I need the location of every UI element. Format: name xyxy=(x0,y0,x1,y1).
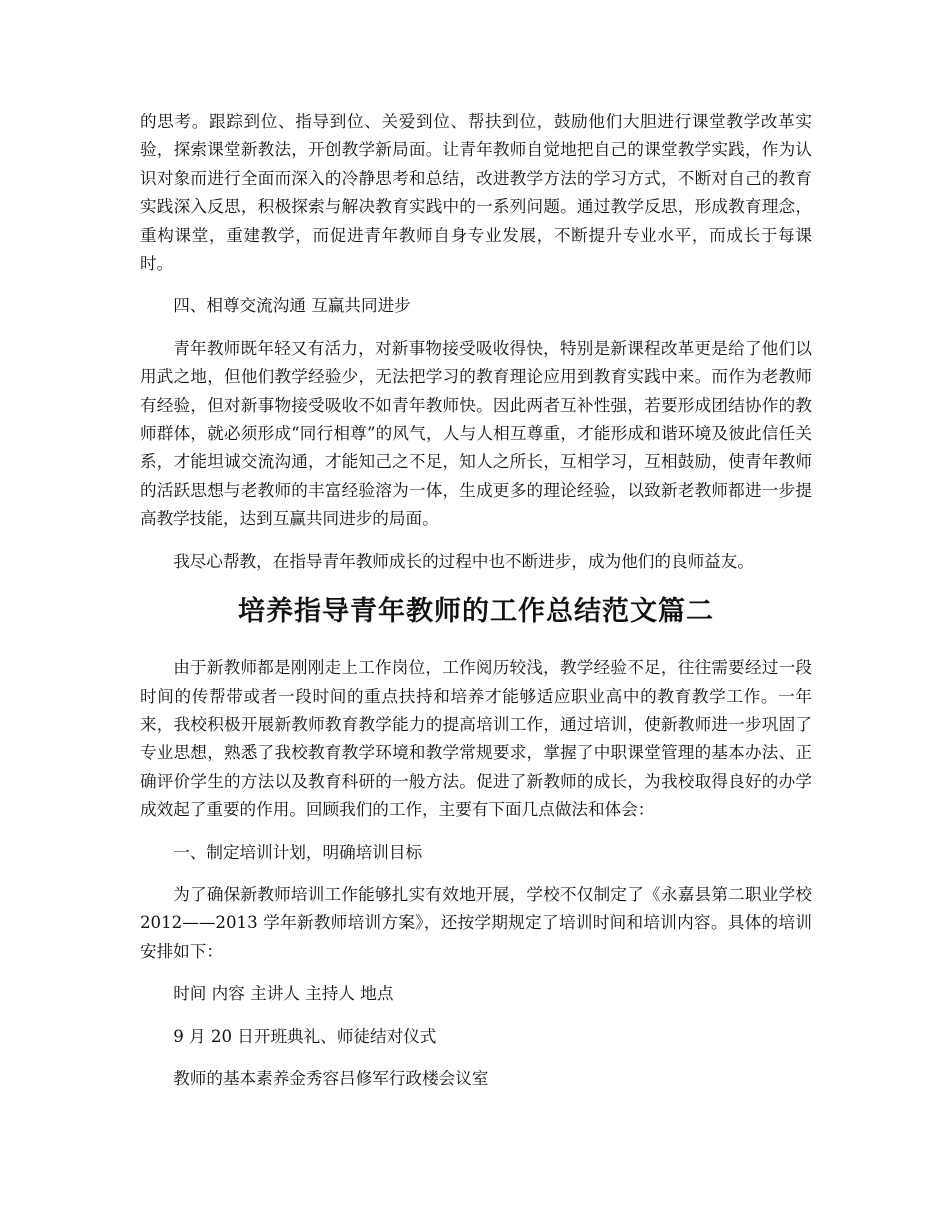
document-page xyxy=(140,108,812,1093)
schedule-line-opening: 9 月 20 日开班典礼、师徒结对仪式 xyxy=(173,1026,437,1046)
paragraph-intro: 由于新教师都是刚刚走上工作岗位，工作阅历较浅，教学经验不足，往往需要经过一段时间的传帮带或者一段时间的重点扶持和培养才能够适应职业高中的教育教学工作。一年来，我校积极开展新教师教育教学能力的提高培训工作，通过培训，使新教师进一步巩固了专业思想，熟悉了我校教育教学环境和教学常规要求，掌握了中职课堂管理的基本办法、正确评价学生的方法以及教育科研的一般方法。促进了新教师的成长，为我校取得良好的办学成效起了重要的作用。回顾我们的工作，主要有下面几点做法和体会： xyxy=(140,658,812,820)
section-heading-four: 四、相尊交流沟通 互赢共同进步 xyxy=(173,296,411,316)
paragraph-training-plan: 为了确保新教师培训工作能够扎实有效地开展，学校不仅制定了《永嘉县第二职业学校 2012——2013 学年新教师培训方案》，还按学期规定了培训时间和培训内容。具体的培训安排如下： xyxy=(140,884,812,961)
paragraph-conclusion: 我尽心帮教，在指导青年教师成长的过程中也不断进步，成为他们的良师益友。 xyxy=(173,551,754,571)
schedule-line-basic-quality: 教师的基本素养金秀容吕修军行政楼会议室 xyxy=(173,1068,489,1088)
section-heading-one: 一、制定培训计划，明确培训目标 xyxy=(173,842,423,862)
paragraph-reflection: 的思考。跟踪到位、指导到位、关爱到位、帮扶到位，鼓励他们大胆进行课堂教学改革实验，探索课堂新教法，开创教学新局面。让青年教师自觉地把自己的课堂教学实践，作为认识对象而进行全面而深入的冷静思考和总结，改进教学方法的学习方式，不断对自己的教育实践深入反思，积极探索与解决教育实践中的一系列问题。通过教学反思，形成教育理念，重构课堂，重建教学，而促进青年教师自身专业发展，不断提升专业水平，而成长于每课时。 xyxy=(140,112,812,274)
schedule-header-line: 时间 内容 主讲人 主持人 地点 xyxy=(173,984,394,1004)
article-title: 培养指导青年教师的工作总结范文篇二 xyxy=(238,596,714,628)
paragraph-mutual-respect: 青年教师既年轻又有活力，对新事物接受吸收得快，特别是新课程改革更是给了他们以用武之地，但他们教学经验少，无法把学习的教育理论应用到教育实践中来。而作为老教师有经验，但对新事物接受吸收不如青年教师快。因此两者互补性强，若要形成团结协作的教师群体，就必须形成“同行相尊”的风气，人与人相互尊重，才能形成和谐环境及彼此信任关系，才能坦诚交流沟通，才能知己之不足，知人之所长，互相学习，互相鼓励，使青年教师的活跃思想与老教师的丰富经验溶为一体，生成更多的理论经验，以致新老教师都进一步提高教学技能，达到互赢共同进步的局面。 xyxy=(140,338,812,529)
